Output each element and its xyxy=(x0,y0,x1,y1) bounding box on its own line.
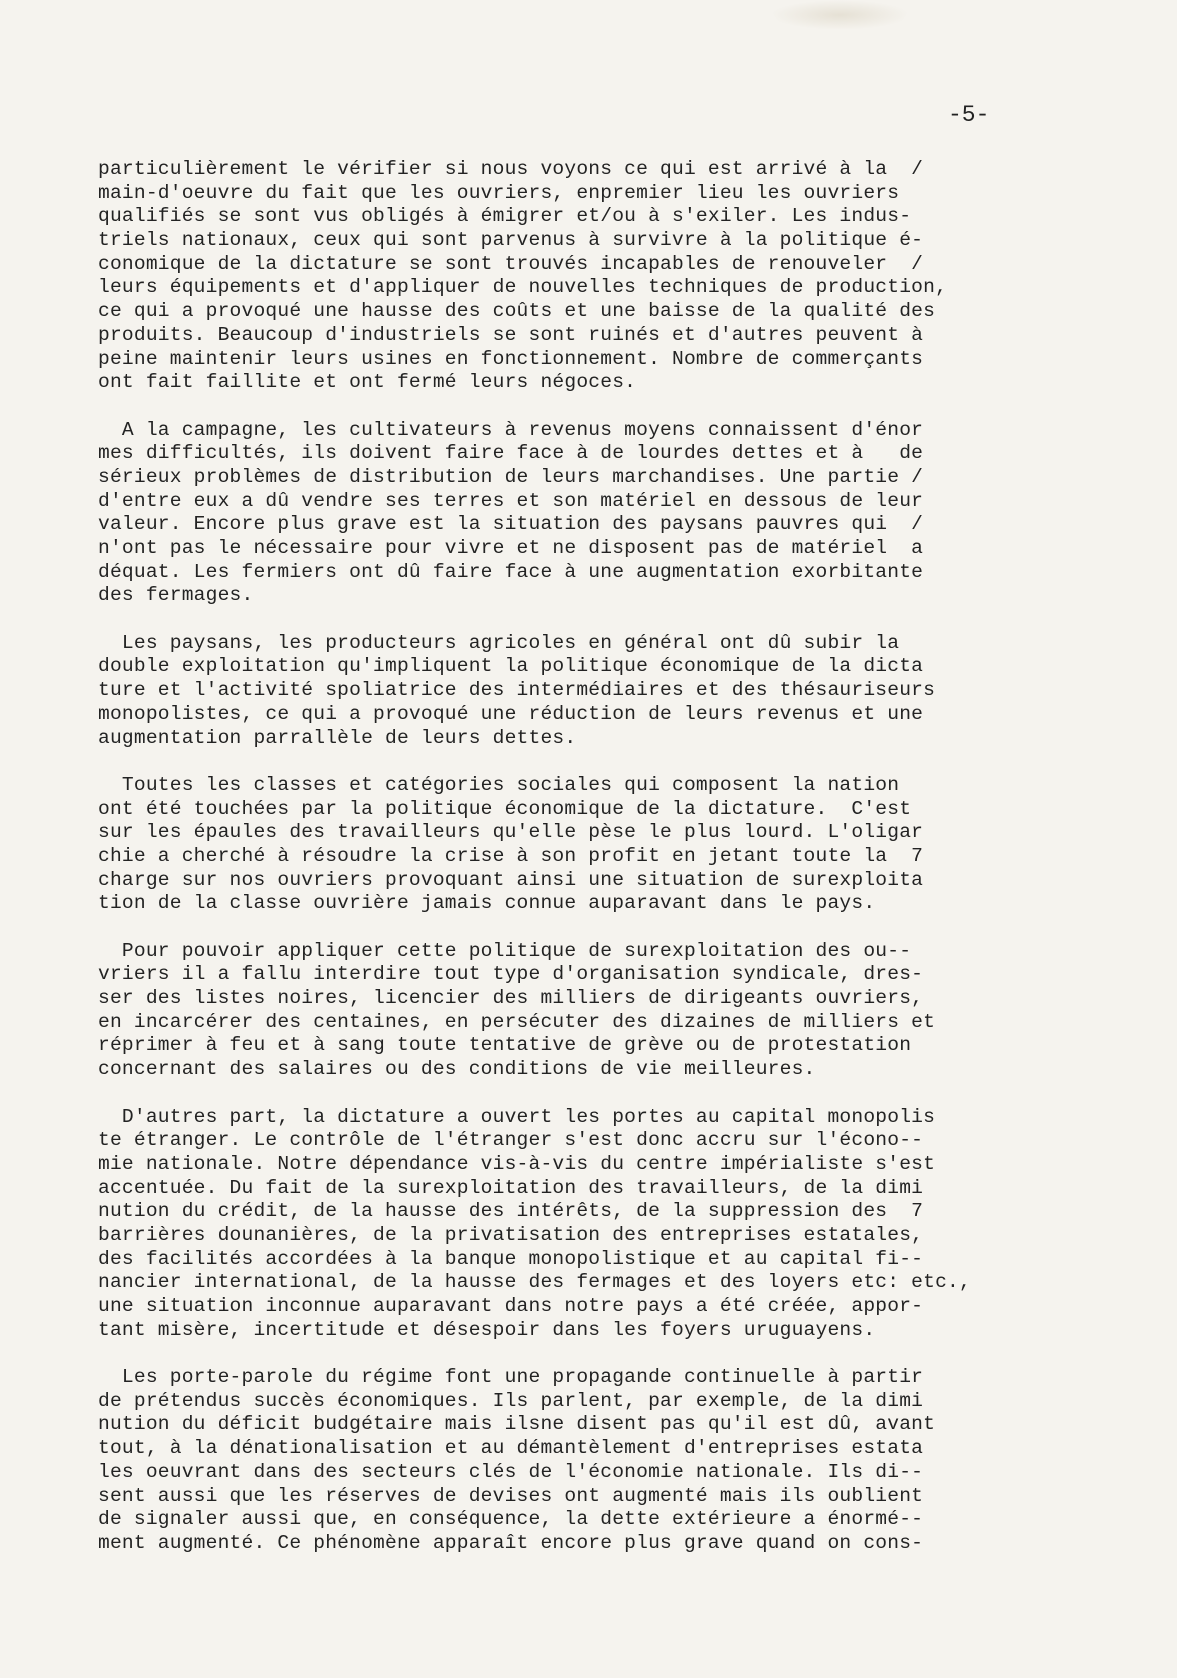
text-line: ture et l'activité spoliatrice des intermédiaires et des thésauriseurs xyxy=(98,679,936,702)
text-line: double exploitation qu'impliquent la politique économique de la dicta xyxy=(98,655,924,678)
text-line: sur les épaules des travailleurs qu'elle pèse le plus lourd. L'oligar xyxy=(98,821,924,844)
text-line: triels nationaux, ceux qui sont parvenus à survivre à la politique é- xyxy=(98,229,924,252)
text-line: tion de la classe ouvrière jamais connue auparavant dans le pays. xyxy=(98,892,876,915)
text-line: qualifiés se sont vus obligés à émigrer et/ou à s'exiler. Les indus- xyxy=(98,205,912,228)
text-line: tant misère, incertitude et désespoir dans les foyers uruguayens. xyxy=(98,1318,876,1341)
paragraph xyxy=(98,1366,1098,1556)
text-line: des fermages. xyxy=(98,584,254,607)
text-line: concernant des salaires ou des conditions de vie meilleures. xyxy=(98,1058,816,1081)
page-number: -5- xyxy=(948,102,990,128)
text-line: n'ont pas le nécessaire pour vivre et ne disposent pas de matériel a xyxy=(98,537,924,559)
text-line: réprimer à feu et à sang toute tentative de grève ou de protestation xyxy=(98,1034,912,1057)
text-line: déquat. Les fermiers ont dû faire face à une augmentation exorbitante xyxy=(98,560,924,583)
text-line: vriers il a fallu interdire tout type d'organisation syndicale, dres- xyxy=(98,963,924,986)
text-line: nancier international, de la hausse des fermages et des loyers etc: etc., xyxy=(98,1271,971,1294)
text-line: ment augmenté. Ce phénomène apparaît encore plus grave quand on cons- xyxy=(98,1531,924,1554)
text-line: main-d'oeuvre du fait que les ouvriers, enpremier lieu les ouvriers xyxy=(98,181,900,204)
paper-stain xyxy=(770,0,910,30)
text-line: d'entre eux a dû vendre ses terres et son matériel en dessous de leur xyxy=(98,489,924,512)
paragraph xyxy=(98,774,1098,916)
text-line: sérieux problèmes de distribution de leurs marchandises. Une partie / xyxy=(98,465,924,488)
text-line: tout, à la dénationalisation et au démantèlement d'entreprises estata xyxy=(98,1437,924,1460)
text-line: des facilités accordées à la banque monopolistique et au capital fi-- xyxy=(98,1247,924,1270)
text-line: barrières dounanières, de la privatisation des entreprises estatales, xyxy=(98,1223,924,1246)
text-line: en incarcérer des centaines, en persécuter des dizaines de milliers et xyxy=(98,1010,936,1033)
text-line: de signaler aussi que, en conséquence, la dette extérieure a énormé-- xyxy=(98,1508,924,1531)
text-line: chie a cherché à résoudre la crise à son profit en jetant toute la 7 xyxy=(98,844,924,867)
text-line: ser des listes noires, licencier des milliers de dirigeants ouvriers, xyxy=(98,987,924,1010)
text-line: une situation inconnue auparavant dans notre pays a été créée, appor- xyxy=(98,1295,924,1317)
text-line: mie nationale. Notre dépendance vis-à-vis du centre impérialiste s'est xyxy=(98,1152,936,1175)
paragraph xyxy=(98,158,1098,395)
text-line: Toutes les classes et catégories sociales qui composent la nation xyxy=(98,773,900,796)
text-line: de prétendus succès économiques. Ils parlent, par exemple, de la dimi xyxy=(98,1389,924,1412)
document-body xyxy=(98,158,1098,1579)
text-line: D'autres part, la dictature a ouvert les portes au capital monopolis xyxy=(98,1105,936,1128)
text-line: Les porte-parole du régime font une propagande continuelle à partir xyxy=(98,1366,924,1389)
text-line: ont fait faillite et ont fermé leurs négoces. xyxy=(98,371,637,394)
text-line: conomique de la dictature se sont trouvés incapables de renouveler / xyxy=(98,252,924,275)
text-line: nution du crédit, de la hausse des intérêts, de la suppression des 7 xyxy=(98,1200,924,1223)
text-line: particulièrement le vérifier si nous voyons ce qui est arrivé à la / xyxy=(98,158,924,180)
text-line: accentuée. Du fait de la surexploitation des travailleurs, de la dimi xyxy=(98,1176,924,1199)
text-line: ont été touchées par la politique économique de la dictature. C'est xyxy=(98,797,912,820)
text-line: Pour pouvoir appliquer cette politique de surexploitation des ou-- xyxy=(98,939,912,962)
text-line: charge sur nos ouvriers provoquant ainsi une situation de surexploita xyxy=(98,868,924,891)
text-line: sent aussi que les réserves de devises ont augmenté mais ils oublient xyxy=(98,1484,924,1507)
text-line: te étranger. Le contrôle de l'étranger s'est donc accru sur l'écono-- xyxy=(98,1129,924,1152)
paragraph xyxy=(98,419,1098,609)
text-line: Les paysans, les producteurs agricoles en général ont dû subir la xyxy=(98,631,900,654)
text-line: mes difficultés, ils doivent faire face à de lourdes dettes et à de xyxy=(98,442,924,465)
text-line: produits. Beaucoup d'industriels se sont ruinés et d'autres peuvent à xyxy=(98,323,924,346)
text-line: augmentation parrallèle de leurs dettes. xyxy=(98,726,577,749)
paragraph xyxy=(98,940,1098,1082)
text-line: nution du déficit budgétaire mais ilsne disent pas qu'il est dû, avant xyxy=(98,1413,936,1436)
text-line: ce qui a provoqué une hausse des coûts et une baisse de la qualité des xyxy=(98,300,936,323)
paragraph xyxy=(98,1106,1098,1343)
text-line: A la campagne, les cultivateurs à revenus moyens connaissent d'énor xyxy=(98,418,924,441)
paragraph xyxy=(98,632,1098,750)
text-line: peine maintenir leurs usines en fonctionnement. Nombre de commerçants xyxy=(98,347,924,370)
text-line: les oeuvrant dans des secteurs clés de l'économie nationale. Ils di-- xyxy=(98,1460,924,1483)
text-line: monopolistes, ce qui a provoqué une réduction de leurs revenus et une xyxy=(98,702,924,725)
text-line: leurs équipements et d'appliquer de nouvelles techniques de production, xyxy=(98,276,948,299)
text-line: valeur. Encore plus grave est la situation des paysans pauvres qui / xyxy=(98,513,924,536)
